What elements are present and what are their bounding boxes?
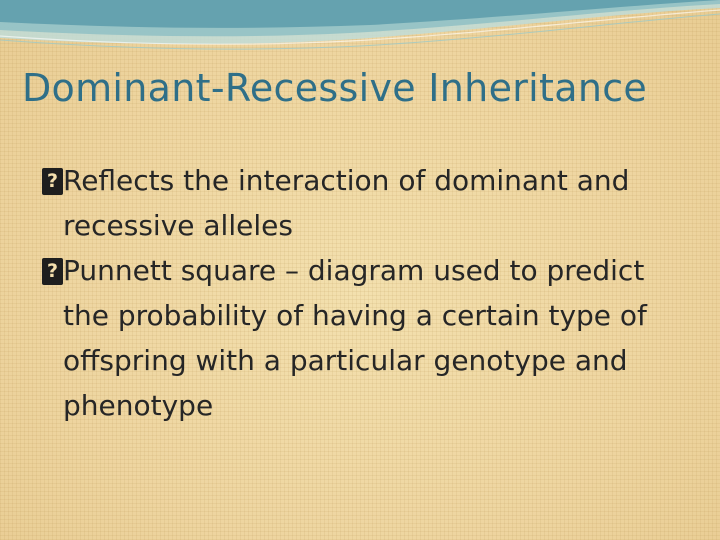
- bullet-item: [0, 158, 663, 248]
- slide-title: Dominant-Recessive Inheritance: [22, 66, 648, 110]
- missing-glyph-icon: [42, 168, 63, 195]
- header-wave-decoration: [0, 0, 720, 70]
- missing-glyph-icon: [42, 258, 63, 285]
- bullet-list: [0, 158, 720, 428]
- bullet-item: [0, 248, 663, 428]
- bullet-text: Punnett square – diagram used to predict the probability of having a certain type of offspring with a particular genotype and phenotype: [63, 254, 647, 422]
- bullet-text: Reflects the interaction of dominant and recessive alleles: [63, 164, 630, 242]
